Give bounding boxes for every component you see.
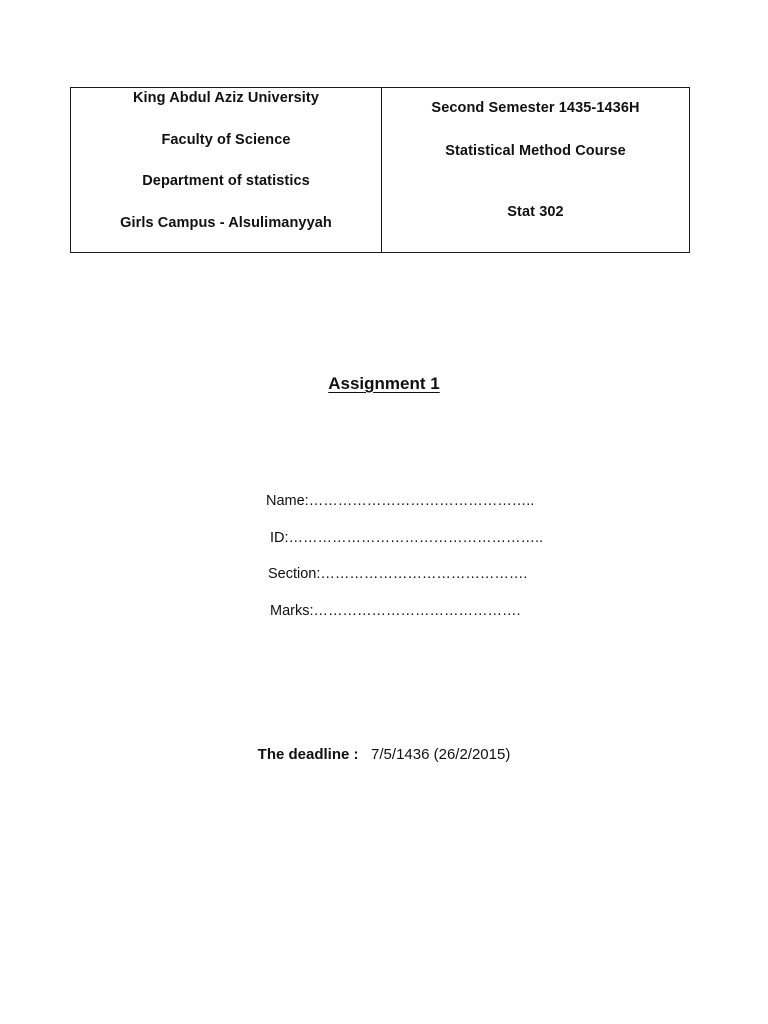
- assignment-title-text: Assignment 1: [328, 374, 440, 393]
- name-label: Name:: [266, 493, 309, 509]
- faculty-name: Faculty of Science: [161, 132, 291, 148]
- section-label: Section:: [268, 566, 321, 582]
- header-table: [70, 87, 690, 253]
- header-right-cell: [382, 88, 689, 252]
- id-blank: ……………………………………………..: [288, 530, 544, 546]
- name-blank: ………………………………………..: [308, 493, 535, 509]
- deadline-label: The deadline :: [257, 746, 359, 763]
- course-name: Statistical Method Course: [445, 143, 626, 159]
- id-field: [270, 530, 543, 546]
- section-field: [268, 566, 527, 582]
- campus-name: Girls Campus - Alsulimanyyah: [120, 215, 332, 231]
- header-left-cell: [71, 88, 382, 252]
- section-blank: …………………………………….: [320, 566, 528, 582]
- deadline-value: 7/5/1436 (26/2/2015): [371, 746, 511, 763]
- department-name: Department of statistics: [142, 173, 310, 189]
- assignment-title: [0, 374, 768, 394]
- marks-label: Marks:: [270, 603, 314, 619]
- marks-field: [270, 603, 521, 619]
- name-field: [266, 493, 534, 509]
- university-name: King Abdul Aziz University: [132, 90, 319, 106]
- id-label: ID:: [270, 530, 289, 546]
- semester-text: Second Semester 1435-1436H: [431, 100, 640, 116]
- deadline-line: [0, 746, 768, 763]
- course-code: Stat 302: [507, 204, 564, 220]
- marks-blank: …………………………………….: [313, 603, 521, 619]
